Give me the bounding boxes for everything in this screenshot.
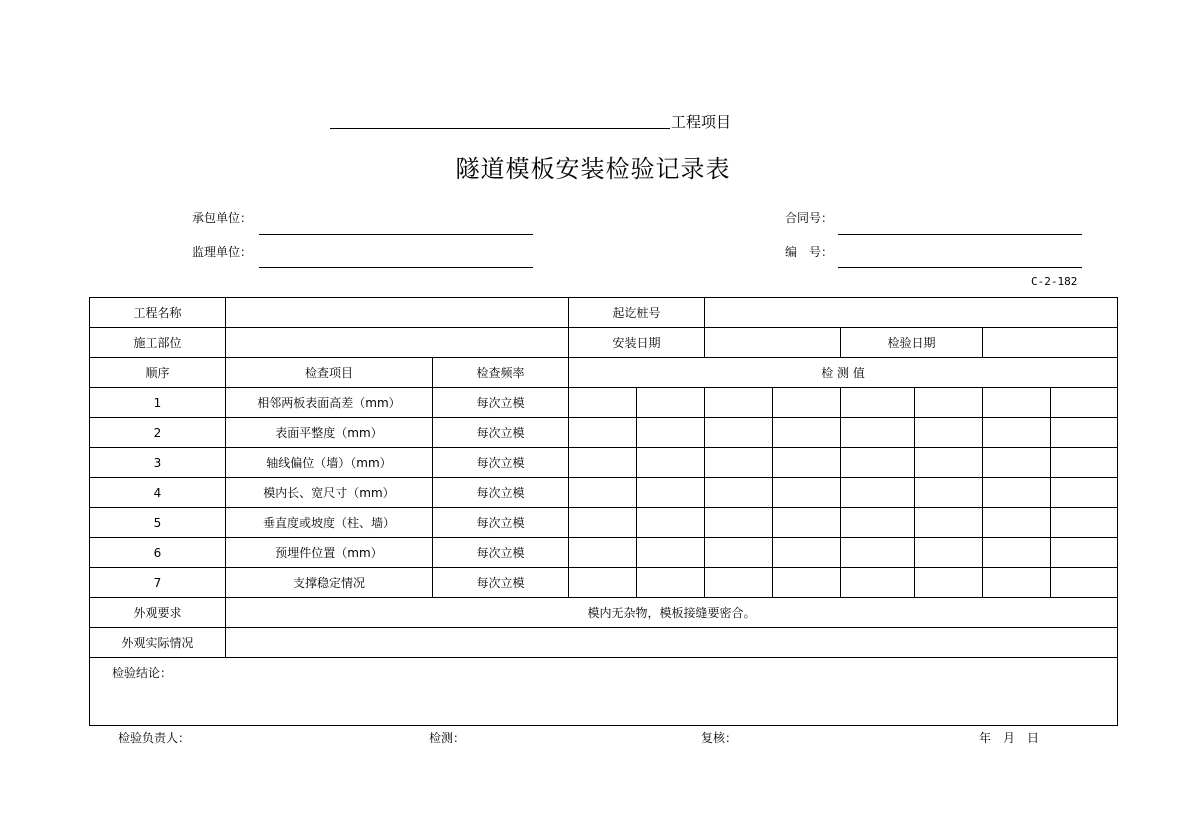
measured-value-cell[interactable]: [773, 448, 841, 478]
supervisor-field[interactable]: [259, 267, 533, 268]
measured-value-cell[interactable]: [569, 448, 637, 478]
measured-value-cell[interactable]: [841, 508, 915, 538]
measured-value-cell[interactable]: [637, 448, 705, 478]
construction-part-label: 施工部位: [90, 328, 226, 358]
serial-no-label: 编 号：: [785, 245, 834, 259]
measured-value-cell[interactable]: [569, 388, 637, 418]
measured-value-cell[interactable]: [705, 508, 773, 538]
measured-value-cell[interactable]: [983, 508, 1051, 538]
row-freq: 每次立模: [433, 418, 569, 448]
measured-value-cell[interactable]: [705, 478, 773, 508]
measured-value-cell[interactable]: [841, 538, 915, 568]
row-freq: 每次立模: [433, 478, 569, 508]
measured-value-cell[interactable]: [705, 388, 773, 418]
row-item: 表面平整度（mm）: [226, 418, 433, 448]
row-seq: 4: [90, 478, 226, 508]
measured-value-cell[interactable]: [637, 568, 705, 598]
inspector-label: 检验负责人：: [118, 731, 191, 745]
col-item-header: 检查项目: [226, 358, 433, 388]
table-row: [90, 538, 1118, 568]
measured-value-cell[interactable]: [773, 388, 841, 418]
measured-value-cell[interactable]: [915, 478, 983, 508]
project-suffix-label: 工程项目: [671, 113, 732, 131]
measured-value-cell[interactable]: [637, 478, 705, 508]
form-code: C-2-182: [1031, 275, 1078, 288]
measured-value-cell[interactable]: [915, 538, 983, 568]
row-item: 垂直度或坡度（柱、墙）: [226, 508, 433, 538]
contract-no-label: 合同号：: [785, 211, 834, 225]
row-seq: 5: [90, 508, 226, 538]
measured-value-cell[interactable]: [983, 418, 1051, 448]
appearance-req-label: 外观要求: [90, 598, 226, 628]
row-item: 相邻两板表面高差（mm）: [226, 388, 433, 418]
stake-label: 起讫桩号: [569, 298, 705, 328]
row-seq: 7: [90, 568, 226, 598]
row-item: 支撑稳定情况: [226, 568, 433, 598]
table-row: [90, 418, 1118, 448]
date-label: 年 月 日: [979, 731, 1040, 745]
measured-value-cell[interactable]: [569, 538, 637, 568]
col-values-header: 检 测 值: [569, 358, 1118, 388]
construction-part-value[interactable]: [226, 328, 569, 358]
conclusion-cell[interactable]: [90, 658, 1118, 726]
row-item: 预埋件位置（mm）: [226, 538, 433, 568]
row-item: 模内长、宽尺寸（mm）: [226, 478, 433, 508]
appearance-req-row: [90, 598, 1118, 628]
measured-value-cell[interactable]: [773, 508, 841, 538]
appearance-actual-row: [90, 628, 1118, 658]
project-name-value[interactable]: [226, 298, 569, 328]
measured-value-cell[interactable]: [915, 388, 983, 418]
row-seq: 1: [90, 388, 226, 418]
measured-value-cell[interactable]: [773, 538, 841, 568]
measured-value-cell[interactable]: [637, 508, 705, 538]
measured-value-cell[interactable]: [1051, 568, 1118, 598]
stake-value[interactable]: [705, 298, 1118, 328]
row-seq: 3: [90, 448, 226, 478]
supervisor-label: 监理单位：: [192, 245, 253, 259]
measured-value-cell[interactable]: [705, 538, 773, 568]
page-title: 隧道模板安装检验记录表: [455, 155, 731, 183]
serial-no-field[interactable]: [838, 267, 1082, 268]
conclusion-row: [90, 658, 1118, 726]
measured-value-cell[interactable]: [773, 568, 841, 598]
measured-value-cell[interactable]: [569, 508, 637, 538]
table-row: [90, 478, 1118, 508]
install-date-value[interactable]: [705, 328, 841, 358]
table-row: [90, 508, 1118, 538]
row-seq: 2: [90, 418, 226, 448]
row-freq: 每次立模: [433, 568, 569, 598]
table-row: [90, 568, 1118, 598]
measured-value-cell[interactable]: [637, 538, 705, 568]
measured-value-cell[interactable]: [569, 418, 637, 448]
measured-value-cell[interactable]: [983, 448, 1051, 478]
measured-value-cell[interactable]: [841, 448, 915, 478]
measured-value-cell[interactable]: [1051, 448, 1118, 478]
measured-value-cell[interactable]: [773, 478, 841, 508]
appearance-actual-label: 外观实际情况: [90, 628, 226, 658]
tester-label: 检测：: [429, 731, 466, 745]
measured-value-cell[interactable]: [841, 568, 915, 598]
row-item: 轴线偏位（墙）（mm）: [226, 448, 433, 478]
row-freq: 每次立模: [433, 508, 569, 538]
reviewer-label: 复核：: [701, 731, 738, 745]
measured-value-cell[interactable]: [1051, 478, 1118, 508]
measured-value-cell[interactable]: [983, 478, 1051, 508]
contractor-label: 承包单位：: [192, 211, 253, 225]
inspection-table: [89, 297, 1118, 726]
measured-value-cell[interactable]: [705, 448, 773, 478]
measured-value-cell[interactable]: [705, 418, 773, 448]
measured-value-cell[interactable]: [1051, 388, 1118, 418]
measured-value-cell[interactable]: [705, 568, 773, 598]
measured-value-cell[interactable]: [569, 478, 637, 508]
measured-value-cell[interactable]: [915, 448, 983, 478]
inspect-date-label: 检验日期: [841, 328, 983, 358]
row-seq: 6: [90, 538, 226, 568]
project-name-underline[interactable]: [330, 128, 670, 129]
appearance-req-value: 模内无杂物，模板接缝要密合。: [226, 598, 1118, 628]
measured-value-cell[interactable]: [915, 568, 983, 598]
construction-part-row: [90, 328, 1118, 358]
install-date-label: 安装日期: [569, 328, 705, 358]
measured-value-cell[interactable]: [1051, 538, 1118, 568]
appearance-actual-value[interactable]: [226, 628, 1118, 658]
col-seq-header: 顺序: [90, 358, 226, 388]
measured-value-cell[interactable]: [983, 568, 1051, 598]
row-freq: 每次立模: [433, 448, 569, 478]
measured-value-cell[interactable]: [569, 568, 637, 598]
measured-value-cell[interactable]: [841, 388, 915, 418]
project-name-label: 工程名称: [90, 298, 226, 328]
contract-no-field[interactable]: [838, 234, 1082, 235]
measured-value-cell[interactable]: [983, 538, 1051, 568]
column-header-row: [90, 358, 1118, 388]
measured-value-cell[interactable]: [841, 418, 915, 448]
contractor-field[interactable]: [259, 234, 533, 235]
measured-value-cell[interactable]: [637, 388, 705, 418]
measured-value-cell[interactable]: [1051, 508, 1118, 538]
project-name-row: [90, 298, 1118, 328]
inspect-date-value[interactable]: [983, 328, 1118, 358]
table-row: [90, 448, 1118, 478]
measured-value-cell[interactable]: [983, 388, 1051, 418]
measured-value-cell[interactable]: [841, 478, 915, 508]
col-freq-header: 检查频率: [433, 358, 569, 388]
measured-value-cell[interactable]: [915, 418, 983, 448]
measured-value-cell[interactable]: [915, 508, 983, 538]
measured-value-cell[interactable]: [1051, 418, 1118, 448]
measured-value-cell[interactable]: [773, 418, 841, 448]
table-row: [90, 388, 1118, 418]
row-freq: 每次立模: [433, 538, 569, 568]
measured-value-cell[interactable]: [637, 418, 705, 448]
conclusion-label: 检验结论：: [112, 666, 173, 680]
row-freq: 每次立模: [433, 388, 569, 418]
